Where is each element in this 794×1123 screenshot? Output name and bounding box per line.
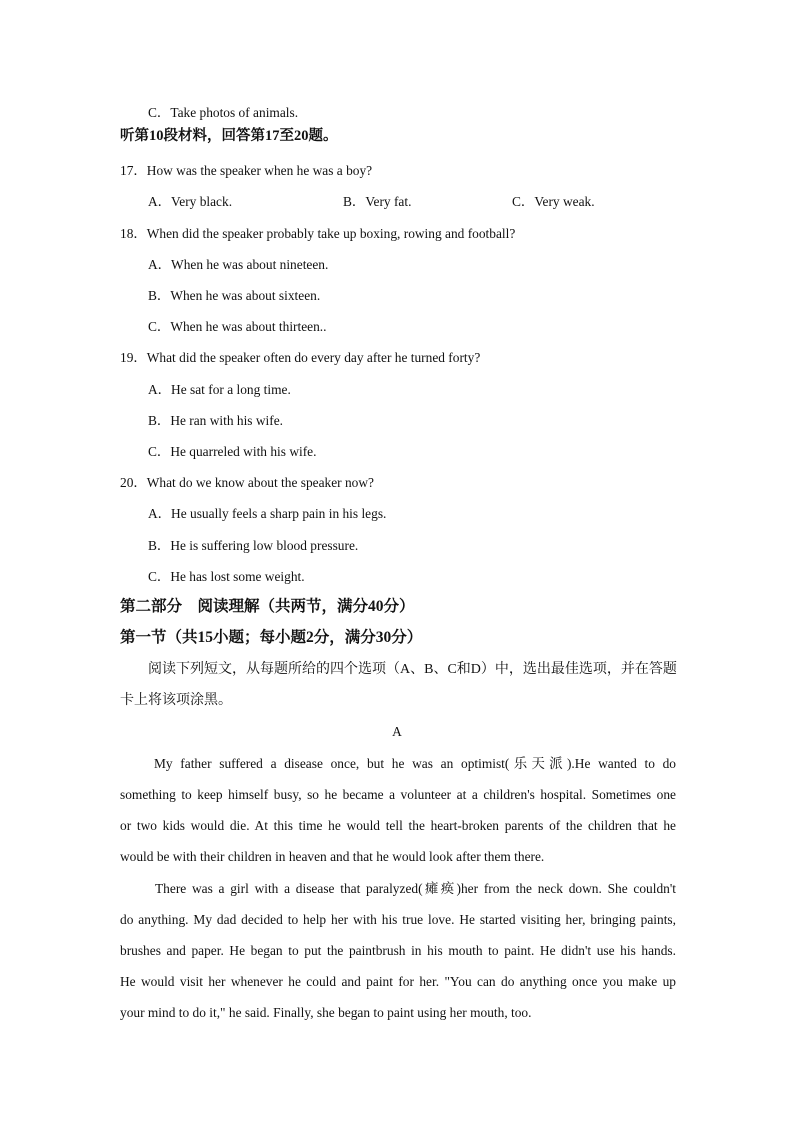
paragraph-line: There was a girl with a disease that paralyzed(瘫痪)her from the neck down. She couldn't xyxy=(155,881,676,896)
question-19: 19．What did the speaker often do every day after he turned forty? xyxy=(120,350,481,365)
paragraph-line: He would visit her whenever he could and paint for her. "You can do anything once you make up xyxy=(120,974,676,989)
part2-heading: 第二部分 阅读理解（共两节，满分40分） xyxy=(120,598,415,615)
paragraph-line: would be with their children in heaven and that he would look after them there. xyxy=(120,849,545,864)
paragraph-1 xyxy=(120,748,676,872)
instructions-line: 阅读下列短文，从每题所给的四个选项（A、B、C和D）中，选出最佳选项，并在答题 xyxy=(148,662,677,677)
q19-option-b: B．He ran with his wife. xyxy=(148,413,283,428)
q20-option-b: B．He is suffering low blood pressure. xyxy=(148,538,359,553)
q17-option-c: C．Very weak. xyxy=(512,194,595,209)
paragraph-2 xyxy=(120,873,676,1028)
q19-option-c: C．He quarreled with his wife. xyxy=(148,444,317,459)
top-option-c: C．Take photos of animals. xyxy=(148,105,299,120)
paragraph-line: something to keep himself busy, so he became a volunteer at a children's hospital. Sometimes one xyxy=(120,787,676,802)
section1-heading: 第一节（共15小题；每小题2分，满分30分） xyxy=(120,629,423,646)
q18-option-a: A．When he was about nineteen. xyxy=(148,257,329,272)
question-17: 17．How was the speaker when he was a boy? xyxy=(120,163,373,178)
q19-option-a: A．He sat for a long time. xyxy=(148,382,291,397)
q20-option-c: C．He has lost some weight. xyxy=(148,569,305,584)
q17-option-b: B．Very fat. xyxy=(343,194,412,209)
paragraph-line: do anything. My dad decided to help her with his true love. He started visiting her, bringing paints, xyxy=(120,912,676,927)
question-18: 18．When did the speaker probably take up boxing, rowing and football? xyxy=(120,226,516,241)
paragraph-line: your mind to do it," he said. Finally, she began to paint using her mouth, too. xyxy=(120,1005,532,1020)
q20-option-a: A．He usually feels a sharp pain in his legs. xyxy=(148,506,387,521)
paragraph-line: brushes and paper. He began to put the paintbrush in his mouth to paint. He didn't use his hands. xyxy=(120,943,676,958)
instructions-line: 卡上将该项涂黑。 xyxy=(120,693,232,708)
question-20: 20．What do we know about the speaker now? xyxy=(120,475,374,490)
passage-label: A xyxy=(392,724,402,739)
q18-option-b: B．When he was about sixteen. xyxy=(148,288,321,303)
q18-option-c: C．When he was about thirteen.. xyxy=(148,319,327,334)
instructions xyxy=(120,654,676,716)
paragraph-line: or two kids would die. At this time he would tell the heart-broken parents of the children that he xyxy=(120,818,676,833)
section10-heading: 听第10段材料，回答第17至20题。 xyxy=(120,128,338,144)
q17-option-a: A．Very black. xyxy=(148,194,233,209)
paragraph-line: My father suffered a disease once, but he was an optimist(乐天派).He wanted to do xyxy=(154,756,676,771)
